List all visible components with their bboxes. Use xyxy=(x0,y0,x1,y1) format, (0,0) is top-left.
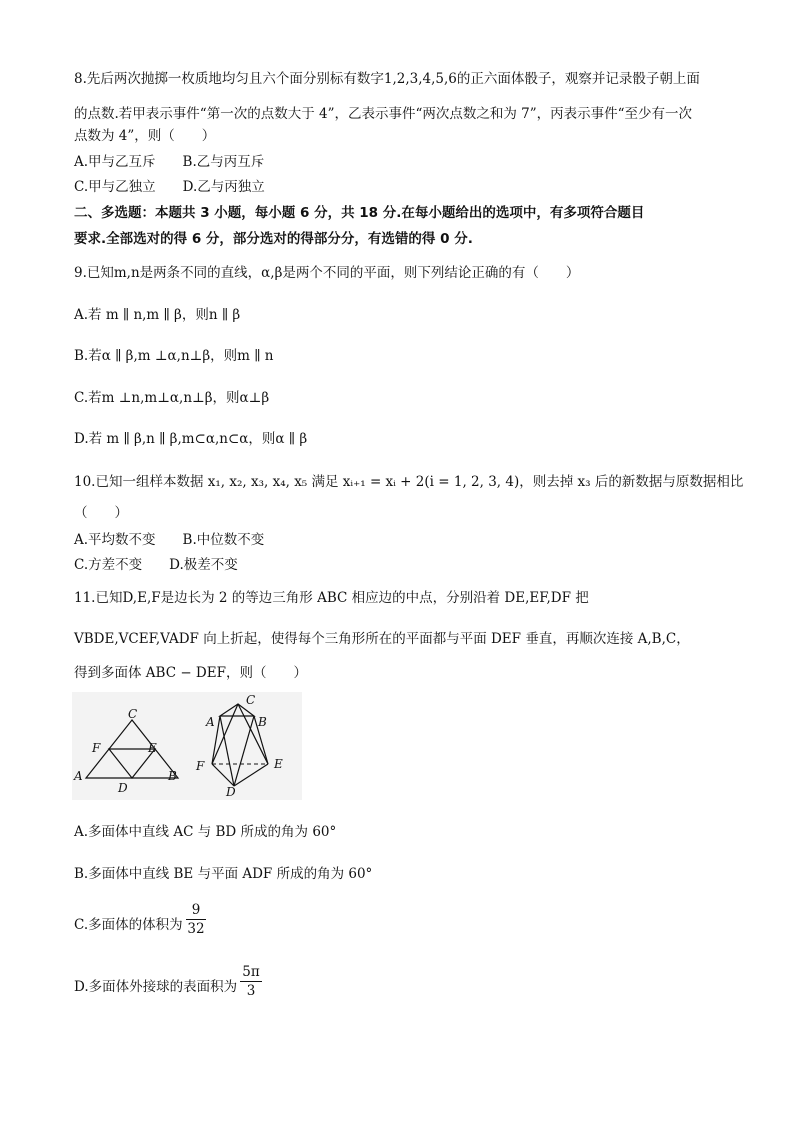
right-label-b: B xyxy=(258,715,267,729)
left-label-e: E xyxy=(148,741,157,755)
right-label-f: F xyxy=(196,759,205,773)
right-label-a: A xyxy=(206,715,215,729)
q11-line-1: 11.已知D,E,F是边长为 2 的等边三角形 ABC 相应边的中点，分别沿着 DE,EF,DF 把 xyxy=(74,590,589,606)
q9-option-b: B.若α ∥ β,m ⊥α,n⊥β，则m ∥ n xyxy=(74,348,274,364)
q8-line-3: 点数为 4”，则（ ） xyxy=(74,128,216,144)
left-label-b: B xyxy=(168,769,177,783)
q10-stem: 10.已知一组样本数据 x₁, x₂, x₃, x₄, x₅ 满足 xᵢ₊₁ = xᵢ + 2(i = 1, 2, 3, 4)，则去掉 x₃ 后的新数据与原数据相比 xyxy=(74,474,744,490)
left-label-d: D xyxy=(118,781,128,795)
fraction-numerator: 5π xyxy=(242,964,260,980)
left-label-a: A xyxy=(74,769,83,783)
q10-paren: （ ） xyxy=(74,505,128,521)
q9-option-c: C.若m ⊥n,m⊥α,n⊥β，则α⊥β xyxy=(74,390,270,406)
q11-option-d-text: D.多面体外接球的表面积为 xyxy=(74,979,238,995)
q9-option-a: A.若 m ∥ n,m ∥ β，则n ∥ β xyxy=(74,307,241,323)
q8-line-2: 的点数.若甲表示事件“第一次的点数大于 4”，乙表示事件“两次点数之和为 7”，丙表示事件“至少有一次 xyxy=(74,106,693,122)
section2-heading-line-2: 要求.全部选对的得 6 分，部分选对的得部分分，有选错的得 0 分. xyxy=(74,231,473,247)
left-label-c: C xyxy=(128,707,138,721)
q8-options-cd: C.甲与乙独立 D.乙与丙独立 xyxy=(74,179,265,195)
q8-options-ab: A.甲与乙互斥 B.乙与丙互斥 xyxy=(74,154,265,170)
q11-option-d-fraction xyxy=(240,964,262,999)
fraction-bar xyxy=(240,981,262,982)
fraction-denominator: 3 xyxy=(246,983,256,999)
q11-option-b: B.多面体中直线 BE 与平面 ADF 所成的角为 60° xyxy=(74,866,373,882)
section2-heading-line-1: 二、多选题：本题共 3 小题，每小题 6 分，共 18 分.在每小题给出的选项中，有多项符合题目 xyxy=(74,205,645,221)
q9-stem: 9.已知m,n是两条不同的直线，α,β是两个不同的平面，则下列结论正确的有（ ） xyxy=(74,265,580,281)
fraction-numerator: 9 xyxy=(191,902,201,918)
q11-line-3: 得到多面体 ABC − DEF，则（ ） xyxy=(74,665,307,681)
fraction-bar xyxy=(186,919,206,920)
q11-option-c-text: C.多面体的体积为 xyxy=(74,917,183,933)
q11-figure xyxy=(72,692,302,800)
right-label-c: C xyxy=(246,693,256,707)
right-label-d: D xyxy=(226,785,236,799)
q8-line-1: 8.先后两次抛掷一枚质地均匀且六个面分别标有数字1,2,3,4,5,6的正六面体骰子，观察并记录骰子朝上面 xyxy=(74,71,700,87)
right-label-e: E xyxy=(274,757,283,771)
q11-option-a: A.多面体中直线 AC 与 BD 所成的角为 60° xyxy=(74,824,337,840)
q9-option-d: D.若 m ∥ β,n ∥ β,m⊂α,n⊂α，则α ∥ β xyxy=(74,431,308,447)
fraction-denominator: 32 xyxy=(187,921,205,937)
q10-options-ab: A.平均数不变 B.中位数不变 xyxy=(74,532,265,548)
q10-options-cd: C.方差不变 D.极差不变 xyxy=(74,557,238,573)
q11-line-2: VBDE,VCEF,VADF 向上折起，使得每个三角形所在的平面都与平面 DEF 垂直，再顺次连接 A,B,C， xyxy=(74,631,690,647)
q11-option-c-fraction xyxy=(186,902,206,937)
left-label-f: F xyxy=(92,741,101,755)
